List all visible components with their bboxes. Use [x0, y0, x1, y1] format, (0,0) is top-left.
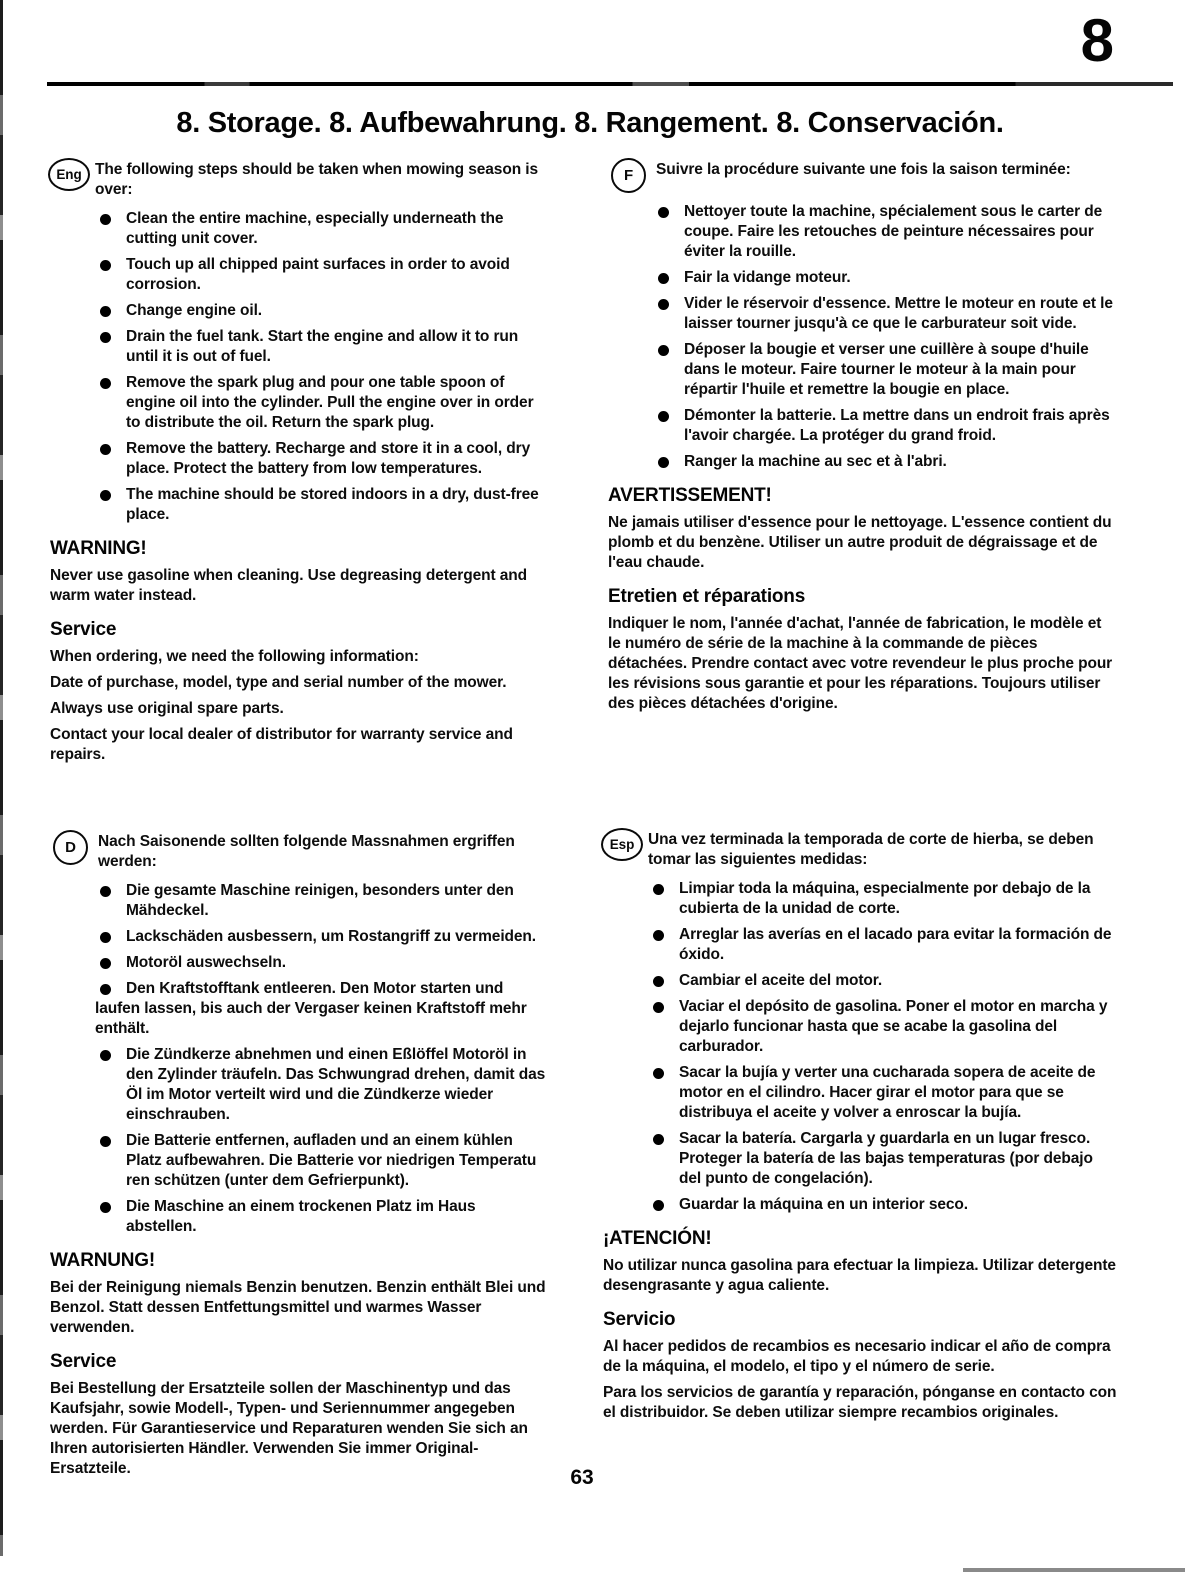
bullet-item [100, 373, 548, 433]
bullet-text: Cambiar el aceite del motor. [679, 972, 883, 989]
language-badge-esp: Esp [601, 828, 643, 861]
warning-heading: AVERTISSEMENT! [608, 485, 772, 506]
bullet-list [608, 202, 1116, 472]
bullet-text: Vider le réservoir d'essence. Mettre le moteur en route et le laisser tourner jusqu'à ce que le carburateur soit vide. [684, 295, 1113, 332]
bullet-item [100, 209, 548, 249]
bullet-text: Lackschäden ausbessern, um Rostangriff zu vermeiden. [126, 928, 536, 945]
bullet-item [658, 294, 1116, 334]
service-heading: Etretien et réparations [608, 586, 806, 607]
section-intro-row [50, 160, 548, 200]
bullet-list [603, 879, 1117, 1215]
service-heading: Servicio [603, 1309, 676, 1330]
bullet-item [658, 406, 1116, 446]
bullet-text: Déposer la bougie et verser une cuillère à soupe d'huile dans le moteur. Faire tourner le moteur à la main pour répartir l'huile et remettre la bougie en place. [684, 341, 1089, 398]
bullet-item [100, 1197, 550, 1237]
section-intro-row [608, 160, 1116, 193]
section-intro-text: Suivre la procédure suivante une fois la saison terminée: [656, 161, 1071, 178]
bullet-icon [100, 444, 111, 455]
bullet-text: Sacar la batería. Cargarla y guardarla en un lugar fresco. Proteger la batería de las bajas temperaturas (por debajo del punto de congelación). [679, 1130, 1093, 1187]
bullet-icon [658, 273, 669, 284]
language-badge-eng: Eng [48, 158, 90, 191]
paragraph: Para los servicios de garantía y reparación, pónganse en contacto con el distribuidor. Se deben utilizar siempre recambios originales. [603, 1384, 1117, 1421]
bullet-text: Nettoyer toute la machine, spécialement sous le carter de coupe. Faire les retouches de peinture nécessaires pour éviter la rouille. [684, 203, 1103, 260]
bullet-item [100, 439, 548, 479]
bullet-item [658, 452, 1116, 472]
paragraph: Always use original spare parts. [50, 700, 284, 717]
bullet-text: Den Kraftstofftank entleeren. Den Motor starten und laufen lassen, bis auch der Vergaser keinen Kraftstoff mehr enthält. [95, 980, 527, 1037]
bullet-text: Limpiar toda la máquina, especialmente por debajo de la cubierta de la unidad de corte. [679, 880, 1091, 917]
bullet-icon [658, 411, 669, 422]
bullet-icon [100, 306, 111, 317]
paragraph: Contact your local dealer of distributor for warranty service and repairs. [50, 726, 513, 763]
bullet-text: Touch up all chipped paint surfaces in order to avoid corrosion. [126, 256, 510, 293]
warning-heading: WARNING! [50, 538, 147, 559]
bullet-item [658, 268, 1116, 288]
bullet-text: Die Maschine an einem trockenen Platz im Haus abstellen. [126, 1198, 476, 1235]
warning-text: Never use gasoline when cleaning. Use degreasing detergent and warm water instead. [50, 567, 528, 604]
bullet-text: Fair la vidange moteur. [684, 269, 851, 286]
bullet-icon [653, 976, 664, 987]
bullet-item [100, 327, 548, 367]
bullet-item [100, 881, 550, 921]
bullet-item [653, 1195, 1117, 1215]
header-rule [47, 82, 1173, 86]
bullet-item [95, 979, 550, 1039]
bullet-item [653, 971, 1117, 991]
section-intro-text: Una vez terminada la temporada de corte de hierba, se deben tomar las siguientes medidas: [648, 831, 1094, 868]
bullet-text: Guardar la máquina en un interior seco. [679, 1196, 968, 1213]
bullet-icon [100, 886, 111, 897]
bullet-icon [100, 1202, 111, 1213]
bullet-text: Motoröl auswechseln. [126, 954, 286, 971]
section-intro-row [603, 830, 1117, 870]
bottom-scan-line [963, 1568, 1185, 1572]
warning-text: Bei der Reinigung niemals Benzin benutzen. Benzin enthält Blei und Benzol. Statt dessen Entfettungsmittel und warmes Wasser verwenden. [50, 1279, 546, 1336]
language-badge-d: D [53, 830, 88, 865]
bullet-icon [100, 332, 111, 343]
service-heading: Service [50, 619, 117, 640]
paragraph: Al hacer pedidos de recambios es necesario indicar el año de compra de la máquina, el modelo, el tipo y el número de serie. [603, 1338, 1111, 1375]
bullet-icon [100, 260, 111, 271]
bullet-list [50, 209, 548, 525]
bullet-item [653, 879, 1117, 919]
bullet-list [50, 881, 550, 1237]
section-spanish [603, 830, 1117, 1429]
service-paragraphs [50, 647, 548, 765]
paragraph: Bei Bestellung der Ersatzteile sollen der Maschinentyp und das Kaufsjahr, sowie Modell-, Typen- und Seriennummer angegeben werden. Für Garantieservice und Reparaturen wenden Sie sich an Ihren autorisierten Händler. Verwenden Sie immer Original-Ersatzteile. [50, 1380, 528, 1477]
bullet-icon [100, 378, 111, 389]
bullet-text: Die Batterie entfernen, aufladen und an einem kühlen Platz aufbewahren. Die Batterie vor niedrigen Temperatu ren schützen (unter dem Gefrierpunkt). [126, 1132, 537, 1189]
bullet-icon [100, 490, 111, 501]
bullet-text: The machine should be stored indoors in a dry, dust-free place. [126, 486, 539, 523]
page-number: 63 [570, 1466, 594, 1489]
paragraph: Indiquer le nom, l'année d'achat, l'année de fabrication, le modèle et le numéro de série de la machine à la commande de pièces détachées. Prendre contact avec votre revendeur le plus proche pour les révisions sous garantie et pour les réparations. Toujours utiliser des pièces détachées d'origine. [608, 615, 1113, 712]
bullet-item [658, 340, 1116, 400]
section-german [50, 832, 550, 1485]
chapter-number: 8 [1080, 7, 1113, 74]
paragraph: When ordering, we need the following information: [50, 648, 419, 665]
warning-text: Ne jamais utiliser d'essence pour le nettoyage. L'essence contient du plomb et du benzène. Utiliser un autre produit de dégraissage et de l'eau chaude. [608, 514, 1112, 571]
bullet-icon [653, 1068, 664, 1079]
bullet-text: Arreglar las averías en el lacado para evitar la formación de óxido. [679, 926, 1112, 963]
service-paragraphs [603, 1337, 1117, 1423]
bullet-text: Ranger la machine au sec et à l'abri. [684, 453, 947, 470]
bullet-text: Clean the entire machine, especially underneath the cutting unit cover. [126, 210, 504, 247]
bullet-text: Drain the fuel tank. Start the engine and allow it to run until it is out of fuel. [126, 328, 519, 365]
bullet-text: Die gesamte Maschine reinigen, besonders unter den Mähdeckel. [126, 882, 514, 919]
page-left-edge-scan-line [0, 0, 3, 1556]
warning-text: No utilizar nunca gasolina para efectuar la limpieza. Utilizar detergente desengrasante y agua caliente. [603, 1257, 1116, 1294]
bullet-icon [100, 214, 111, 225]
bullet-text: Démonter la batterie. La mettre dans un endroit frais après l'avoir chargée. La protéger du grand froid. [684, 407, 1110, 444]
bullet-item [100, 1131, 550, 1191]
bullet-icon [100, 932, 111, 943]
section-english [50, 160, 548, 771]
bullet-text: Remove the spark plug and pour one table spoon of engine oil into the cylinder. Pull the engine over in order to distribute the oil. Return the spark plug. [126, 374, 534, 431]
bullet-icon [653, 884, 664, 895]
bullet-item [653, 1063, 1117, 1123]
service-paragraphs [50, 1379, 550, 1479]
bullet-item [100, 301, 548, 321]
bullet-text: Change engine oil. [126, 302, 262, 319]
bullet-icon [653, 1002, 664, 1013]
bullet-icon [100, 1136, 111, 1147]
bullet-icon [658, 299, 669, 310]
bullet-icon [658, 457, 669, 468]
bullet-icon [100, 1050, 111, 1061]
bullet-icon [658, 345, 669, 356]
section-intro-text: The following steps should be taken when mowing season is over: [95, 161, 538, 198]
bullet-text: Sacar la bujía y verter una cucharada sopera de aceite de motor en el cilindro. Hacer girar el motor para que se distribuya el aceite y volver a enroscar la bujía. [679, 1064, 1096, 1121]
bullet-item [100, 485, 548, 525]
warning-heading: ¡ATENCIÓN! [603, 1228, 712, 1249]
warning-heading: WARNUNG! [50, 1250, 155, 1271]
bullet-icon [653, 1134, 664, 1145]
bullet-icon [100, 958, 111, 969]
bullet-icon [653, 1200, 664, 1211]
bullet-item [658, 202, 1116, 262]
bullet-text: Die Zündkerze abnehmen und einen Eßlöffel Motoröl in den Zylinder träufeln. Das Schwungrad drehen, damit das Öl im Motor verteilt wird und die Zündkerze wieder einschrauben. [126, 1046, 546, 1123]
bullet-item [100, 1045, 550, 1125]
bullet-icon [658, 207, 669, 218]
bullet-item [100, 927, 550, 947]
service-paragraphs [608, 614, 1116, 714]
section-intro-text: Nach Saisonende sollten folgende Massnahmen ergriffen werden: [98, 833, 515, 870]
service-heading: Service [50, 1351, 117, 1372]
bullet-icon [653, 930, 664, 941]
bullet-text: Vaciar el depósito de gasolina. Poner el motor en marcha y dejarlo funcionar hasta que se acabe la gasolina del carburador. [679, 998, 1108, 1055]
section-intro-row [50, 832, 550, 872]
paragraph: Date of purchase, model, type and serial number of the mower. [50, 674, 507, 691]
language-badge-f: F [611, 158, 646, 193]
section-french [608, 160, 1116, 720]
bullet-icon [100, 984, 111, 995]
page-title: 8. Storage. 8. Aufbewahrung. 8. Rangement. 8. Conservación. [176, 107, 1004, 140]
bullet-item [653, 997, 1117, 1057]
bullet-item [100, 255, 548, 295]
bullet-item [653, 925, 1117, 965]
bullet-text: Remove the battery. Recharge and store it in a cool, dry place. Protect the battery from low temperatures. [126, 440, 531, 477]
bullet-item [653, 1129, 1117, 1189]
bullet-item [100, 953, 550, 973]
